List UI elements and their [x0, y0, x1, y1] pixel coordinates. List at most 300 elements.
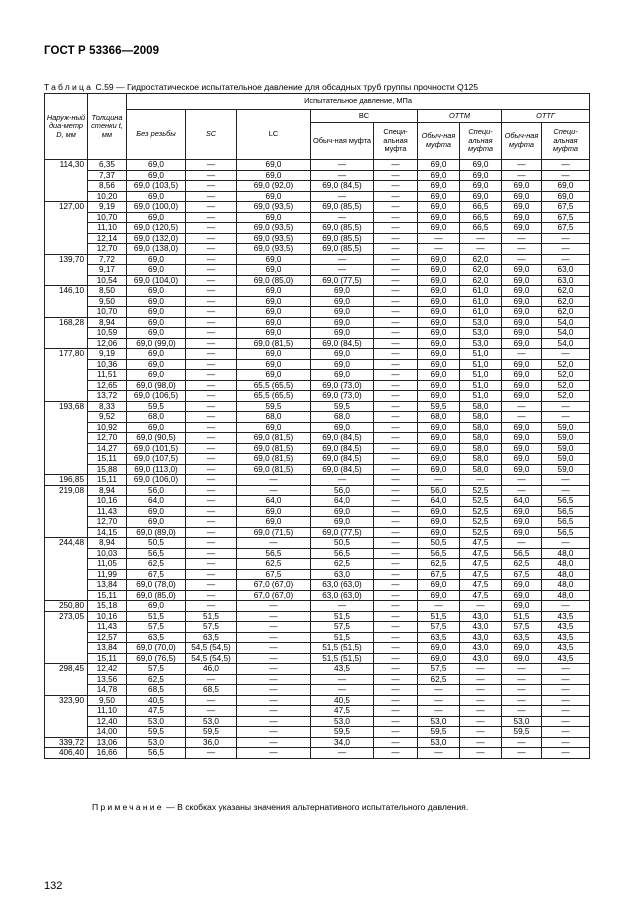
- pressure-cell: —: [502, 737, 542, 748]
- pressure-cell: 53,0: [418, 737, 460, 748]
- pressure-cell: 59,5: [502, 727, 542, 738]
- pressure-cell: 69,0: [418, 643, 460, 654]
- note-word: Примечание: [92, 802, 164, 812]
- pressure-cell: —: [237, 622, 311, 633]
- wall-cell: 15,88: [88, 464, 127, 475]
- pressure-cell: 69,0 (85,5): [311, 244, 374, 255]
- pressure-cell: 62,5: [311, 559, 374, 570]
- col-bc: BC: [311, 110, 418, 123]
- pressure-cell: 69,0: [418, 328, 460, 339]
- pressure-cell: —: [186, 454, 237, 465]
- pressure-cell: 69,0: [237, 212, 311, 223]
- pressure-cell: —: [418, 601, 460, 612]
- pressure-cell: 69,0: [311, 506, 374, 517]
- pressure-cell: —: [186, 748, 237, 759]
- pressure-cell: 58,0: [460, 422, 502, 433]
- pressure-cell: 59,5: [186, 727, 237, 738]
- wall-cell: 13,84: [88, 643, 127, 654]
- table-row: [45, 223, 590, 234]
- table-row: [45, 622, 590, 633]
- wall-cell: 13,06: [88, 737, 127, 748]
- pressure-cell: 43,0: [460, 611, 502, 622]
- diameter-cell: 114,30: [45, 160, 88, 202]
- pressure-cell: 69,0: [502, 296, 542, 307]
- pressure-cell: 54,0: [542, 338, 590, 349]
- table-row: [45, 191, 590, 202]
- pressure-cell: 52,0: [542, 391, 590, 402]
- pressure-cell: 69,0: [502, 181, 542, 192]
- pressure-cell: 69,0: [542, 181, 590, 192]
- pressure-cell: 63,0 (63,0): [311, 590, 374, 601]
- col-diameter: Наруж-ный диа-метр D, мм: [45, 94, 88, 160]
- pressure-cell: 59,5: [311, 727, 374, 738]
- pressure-cell: 51,5 (51,5): [311, 643, 374, 654]
- wall-cell: 16,66: [88, 748, 127, 759]
- caption-text: С.59 — Гидростатическое испытательное давление для обсадных труб группы прочности Q125: [95, 82, 479, 92]
- diameter-cell: 273,05: [45, 611, 88, 664]
- pressure-cell: 69,0: [418, 506, 460, 517]
- pressure-cell: 50,5: [127, 538, 186, 549]
- table-row: [45, 653, 590, 664]
- pressure-cell: 69,0: [502, 527, 542, 538]
- pressure-cell: 51,5: [186, 611, 237, 622]
- pressure-cell: 58,0: [460, 464, 502, 475]
- pressure-cell: —: [542, 233, 590, 244]
- pressure-cell: 34,0: [311, 737, 374, 748]
- pressure-cell: 47,5: [460, 569, 502, 580]
- pressure-cell: 69,0: [418, 202, 460, 213]
- pressure-cell: —: [374, 338, 418, 349]
- wall-cell: 12,06: [88, 338, 127, 349]
- pressure-cell: 51,0: [460, 380, 502, 391]
- pressure-cell: —: [542, 737, 590, 748]
- pressure-cell: 56,5: [542, 517, 590, 528]
- pressure-cell: 69,0: [418, 317, 460, 328]
- pressure-cell: 69,0 (84,5): [311, 338, 374, 349]
- pressure-cell: 69,0: [502, 653, 542, 664]
- pressure-cell: 64,0: [127, 496, 186, 507]
- pressure-cell: 69,0: [237, 370, 311, 381]
- table-row: [45, 296, 590, 307]
- pressure-cell: 69,0: [418, 433, 460, 444]
- wall-cell: 8,33: [88, 401, 127, 412]
- pressure-cell: 69,0 (71,5): [237, 527, 311, 538]
- pressure-cell: 69,0: [502, 265, 542, 276]
- wall-cell: 10,36: [88, 359, 127, 370]
- pressure-cell: 64,0: [237, 496, 311, 507]
- pressure-cell: —: [374, 653, 418, 664]
- pressure-cell: 62,5: [127, 674, 186, 685]
- pressure-cell: 69,0: [418, 380, 460, 391]
- col-ottm-special: Специ-альная муфта: [460, 123, 502, 160]
- pressure-cell: 53,0: [311, 716, 374, 727]
- pressure-cell: 69,0 (84,5): [311, 443, 374, 454]
- pressure-cell: 58,0: [460, 443, 502, 454]
- pressure-cell: 52,0: [542, 380, 590, 391]
- pressure-cell: —: [460, 727, 502, 738]
- table-row: [45, 286, 590, 297]
- wall-cell: 9,52: [88, 412, 127, 423]
- pressure-cell: 51,5: [127, 611, 186, 622]
- pressure-cell: 69,0: [127, 601, 186, 612]
- pressure-cell: 61,0: [460, 286, 502, 297]
- pressure-cell: 69,0: [502, 506, 542, 517]
- table-row: [45, 401, 590, 412]
- pressure-cell: 59,5: [418, 401, 460, 412]
- pressure-cell: 69,0: [237, 170, 311, 181]
- pressure-cell: —: [186, 538, 237, 549]
- pressure-cell: —: [186, 422, 237, 433]
- pressure-cell: —: [186, 559, 237, 570]
- pressure-cell: 65,5 (65,5): [237, 380, 311, 391]
- pressure-cell: —: [502, 244, 542, 255]
- pressure-cell: 69,0 (81,5): [237, 464, 311, 475]
- table-row: [45, 233, 590, 244]
- pressure-cell: 69,0: [460, 191, 502, 202]
- pressure-cell: —: [186, 391, 237, 402]
- pressure-cell: —: [502, 349, 542, 360]
- pressure-cell: —: [418, 748, 460, 759]
- pressure-cell: —: [237, 611, 311, 622]
- pressure-cell: 69,0 (120,5): [127, 223, 186, 234]
- pressure-cell: —: [542, 160, 590, 171]
- pressure-cell: 69,0: [418, 527, 460, 538]
- pressure-cell: 69,0: [311, 422, 374, 433]
- pressure-cell: 63,5: [127, 632, 186, 643]
- pressure-cell: 53,0: [460, 317, 502, 328]
- pressure-cell: 69,0: [311, 349, 374, 360]
- wall-cell: 8,50: [88, 286, 127, 297]
- diameter-cell: 250,80: [45, 601, 88, 612]
- table-row: [45, 464, 590, 475]
- pressure-cell: 67,0 (67,0): [237, 590, 311, 601]
- pressure-cell: 62,0: [542, 296, 590, 307]
- pressure-cell: —: [186, 160, 237, 171]
- pressure-cell: 67,5: [237, 569, 311, 580]
- pressure-cell: 58,0: [460, 401, 502, 412]
- pressure-cell: 69,0: [502, 580, 542, 591]
- pressure-cell: 69,0 (84,5): [311, 433, 374, 444]
- pressure-cell: 69,0: [418, 212, 460, 223]
- wall-cell: 9,19: [88, 349, 127, 360]
- pressure-cell: —: [374, 422, 418, 433]
- pressure-cell: 69,0: [502, 307, 542, 318]
- pressure-cell: —: [374, 265, 418, 276]
- pressure-cell: —: [542, 727, 590, 738]
- col-bc-special: Специ-альная муфта: [374, 123, 418, 160]
- diameter-cell: 177,80: [45, 349, 88, 402]
- pressure-cell: 63,0: [542, 265, 590, 276]
- table-row: [45, 475, 590, 486]
- wall-cell: 15,11: [88, 653, 127, 664]
- page-number: 132: [44, 880, 63, 892]
- pressure-cell: 47,5: [127, 706, 186, 717]
- pressure-cell: —: [374, 559, 418, 570]
- pressure-cell: 48,0: [542, 559, 590, 570]
- pressure-cell: 57,5: [186, 622, 237, 633]
- pressure-cell: 69,0: [502, 433, 542, 444]
- pressure-cell: 69,0 (84,5): [311, 181, 374, 192]
- pressure-cell: —: [374, 212, 418, 223]
- pressure-cell: 69,0: [311, 517, 374, 528]
- pressure-cell: 62,5: [237, 559, 311, 570]
- table-row: [45, 569, 590, 580]
- col-sc: SC: [186, 110, 237, 160]
- diameter-cell: 139,70: [45, 254, 88, 286]
- pressure-cell: —: [311, 160, 374, 171]
- pressure-cell: —: [186, 233, 237, 244]
- pressure-cell: 56,5: [542, 527, 590, 538]
- wall-cell: 8,94: [88, 538, 127, 549]
- pressure-cell: 62,5: [418, 674, 460, 685]
- pressure-cell: —: [374, 580, 418, 591]
- pressure-cell: —: [237, 674, 311, 685]
- pressure-cell: 68,5: [186, 685, 237, 696]
- pressure-cell: —: [311, 212, 374, 223]
- pressure-cell: 66,5: [460, 212, 502, 223]
- pressure-cell: —: [374, 706, 418, 717]
- pressure-cell: —: [237, 664, 311, 675]
- col-ottm: ОТТМ: [418, 110, 502, 123]
- pressure-cell: —: [374, 328, 418, 339]
- pressure-cell: 69,0 (101,5): [127, 443, 186, 454]
- pressure-cell: —: [542, 706, 590, 717]
- pressure-cell: 47,5: [460, 548, 502, 559]
- pressure-cell: 69,0: [418, 191, 460, 202]
- pressure-cell: 69,0: [127, 254, 186, 265]
- pressure-cell: —: [186, 370, 237, 381]
- pressure-cell: 69,0 (132,0): [127, 233, 186, 244]
- table-row: [45, 370, 590, 381]
- pressure-cell: —: [186, 695, 237, 706]
- pressure-cell: —: [502, 685, 542, 696]
- table-row: [45, 601, 590, 612]
- pressure-cell: 69,0: [418, 464, 460, 475]
- pressure-cell: —: [186, 580, 237, 591]
- pressure-cell: 64,0: [311, 496, 374, 507]
- pressure-cell: 69,0: [418, 653, 460, 664]
- pressure-cell: —: [460, 706, 502, 717]
- pressure-cell: —: [374, 443, 418, 454]
- table-row: [45, 359, 590, 370]
- pressure-cell: 43,5: [542, 653, 590, 664]
- wall-cell: 15,11: [88, 454, 127, 465]
- pressure-cell: 69,0: [311, 317, 374, 328]
- wall-cell: 9,50: [88, 695, 127, 706]
- pressure-cell: 69,0: [237, 359, 311, 370]
- pressure-cell: —: [502, 706, 542, 717]
- pressure-cell: 69,0: [127, 191, 186, 202]
- pressure-cell: 69,0: [311, 286, 374, 297]
- pressure-cell: —: [237, 601, 311, 612]
- diameter-cell: 406,40: [45, 748, 88, 759]
- pressure-cell: —: [186, 244, 237, 255]
- pressure-cell: 69,0: [311, 328, 374, 339]
- table-row: [45, 580, 590, 591]
- pressure-cell: —: [374, 160, 418, 171]
- pressure-cell: 50,5: [311, 538, 374, 549]
- pressure-cell: —: [502, 664, 542, 675]
- pressure-table: [44, 93, 590, 759]
- col-bc-regular: Обыч-ная муфта: [311, 123, 374, 160]
- table-row: [45, 706, 590, 717]
- pressure-cell: 62,0: [460, 265, 502, 276]
- pressure-cell: 69,0 (103,5): [127, 181, 186, 192]
- pressure-cell: —: [374, 695, 418, 706]
- pressure-cell: —: [542, 244, 590, 255]
- pressure-cell: 63,0 (63,0): [311, 580, 374, 591]
- pressure-cell: —: [542, 170, 590, 181]
- pressure-cell: 63,0: [542, 275, 590, 286]
- wall-cell: 9,19: [88, 202, 127, 213]
- pressure-cell: —: [186, 548, 237, 559]
- pressure-cell: 69,0 (73,0): [311, 391, 374, 402]
- pressure-cell: —: [460, 664, 502, 675]
- wall-cell: 13,84: [88, 580, 127, 591]
- pressure-cell: —: [374, 475, 418, 486]
- pressure-cell: 69,0: [418, 359, 460, 370]
- pressure-cell: —: [374, 685, 418, 696]
- pressure-cell: 53,0: [460, 328, 502, 339]
- pressure-cell: 58,0: [460, 412, 502, 423]
- pressure-cell: —: [374, 664, 418, 675]
- pressure-cell: —: [237, 475, 311, 486]
- pressure-cell: 54,0: [542, 328, 590, 339]
- pressure-cell: 47,5: [460, 538, 502, 549]
- pressure-cell: 47,5: [460, 590, 502, 601]
- diameter-cell: 298,45: [45, 664, 88, 696]
- pressure-cell: 69,0 (104,0): [127, 275, 186, 286]
- table-row: [45, 254, 590, 265]
- pressure-cell: 61,0: [460, 307, 502, 318]
- pressure-cell: —: [374, 527, 418, 538]
- pressure-cell: —: [311, 475, 374, 486]
- pressure-cell: 69,0: [460, 160, 502, 171]
- pressure-cell: 69,0 (81,5): [237, 338, 311, 349]
- pressure-cell: —: [311, 254, 374, 265]
- pressure-cell: 47,5: [311, 706, 374, 717]
- pressure-cell: 63,5: [502, 632, 542, 643]
- table-row: [45, 485, 590, 496]
- pressure-cell: —: [374, 286, 418, 297]
- pressure-cell: 53,0: [127, 716, 186, 727]
- pressure-cell: 69,0: [237, 160, 311, 171]
- pressure-cell: 69,0: [311, 296, 374, 307]
- wall-cell: 11,10: [88, 706, 127, 717]
- table-row: [45, 643, 590, 654]
- pressure-cell: 59,0: [542, 422, 590, 433]
- pressure-cell: 52,5: [460, 527, 502, 538]
- col-wall: Толщина стенки t, мм: [88, 94, 127, 160]
- pressure-cell: —: [374, 370, 418, 381]
- pressure-cell: —: [374, 716, 418, 727]
- pressure-cell: —: [237, 716, 311, 727]
- pressure-cell: 68,0: [237, 412, 311, 423]
- pressure-cell: —: [186, 380, 237, 391]
- pressure-cell: 48,0: [542, 569, 590, 580]
- pressure-cell: —: [460, 475, 502, 486]
- pressure-cell: —: [374, 412, 418, 423]
- pressure-cell: —: [186, 296, 237, 307]
- pressure-cell: 36,0: [186, 737, 237, 748]
- col-no-thread: Без резьбы: [127, 110, 186, 160]
- pressure-cell: —: [374, 464, 418, 475]
- pressure-cell: 61,0: [460, 296, 502, 307]
- pressure-cell: 69,0: [502, 202, 542, 213]
- pressure-cell: 69,0: [502, 212, 542, 223]
- pressure-cell: 68,0: [127, 412, 186, 423]
- pressure-cell: —: [542, 716, 590, 727]
- pressure-cell: —: [374, 275, 418, 286]
- col-ottm-regular: Обыч-ная муфта: [418, 123, 460, 160]
- wall-cell: 12,42: [88, 664, 127, 675]
- pressure-cell: 43,5: [542, 632, 590, 643]
- pressure-cell: —: [374, 401, 418, 412]
- pressure-cell: —: [502, 170, 542, 181]
- pressure-cell: 69,0: [237, 317, 311, 328]
- pressure-cell: —: [460, 716, 502, 727]
- pressure-cell: 69,0: [502, 391, 542, 402]
- pressure-cell: 66,5: [460, 223, 502, 234]
- pressure-cell: 43,0: [460, 643, 502, 654]
- pressure-cell: 59,5: [311, 401, 374, 412]
- pressure-cell: —: [542, 254, 590, 265]
- pressure-cell: 51,0: [460, 349, 502, 360]
- wall-cell: 12,57: [88, 632, 127, 643]
- pressure-cell: 69,0 (93,5): [237, 223, 311, 234]
- pressure-cell: 57,5: [127, 622, 186, 633]
- pressure-cell: 69,0: [418, 254, 460, 265]
- pressure-cell: 69,0: [502, 338, 542, 349]
- pressure-cell: 69,0: [418, 443, 460, 454]
- pressure-cell: —: [311, 265, 374, 276]
- table-row: [45, 727, 590, 738]
- pressure-cell: —: [186, 706, 237, 717]
- pressure-cell: 69,0 (85,0): [237, 275, 311, 286]
- pressure-cell: —: [186, 412, 237, 423]
- wall-cell: 10,54: [88, 275, 127, 286]
- pressure-cell: 69,0: [502, 454, 542, 465]
- pressure-cell: —: [311, 674, 374, 685]
- pressure-cell: —: [542, 401, 590, 412]
- pressure-cell: —: [374, 485, 418, 496]
- pressure-cell: 69,0 (77,5): [311, 275, 374, 286]
- pressure-cell: 65,5 (65,5): [237, 391, 311, 402]
- pressure-cell: —: [502, 475, 542, 486]
- table-row: [45, 548, 590, 559]
- pressure-cell: 69,0: [237, 517, 311, 528]
- wall-cell: 13,56: [88, 674, 127, 685]
- table-row: [45, 265, 590, 276]
- pressure-cell: 58,0: [460, 433, 502, 444]
- pressure-cell: 69,0 (93,5): [237, 202, 311, 213]
- pressure-cell: —: [460, 695, 502, 706]
- pressure-cell: —: [542, 538, 590, 549]
- wall-cell: 15,11: [88, 590, 127, 601]
- pressure-cell: —: [374, 454, 418, 465]
- pressure-cell: 69,0 (98,0): [127, 380, 186, 391]
- pressure-cell: —: [186, 254, 237, 265]
- pressure-cell: —: [374, 349, 418, 360]
- pressure-cell: —: [186, 338, 237, 349]
- pressure-cell: —: [186, 401, 237, 412]
- table-caption: [44, 82, 478, 92]
- pressure-cell: 67,5: [418, 569, 460, 580]
- pressure-cell: —: [418, 695, 460, 706]
- pressure-cell: 69,0: [237, 422, 311, 433]
- pressure-cell: 67,5: [127, 569, 186, 580]
- col-lc: LC: [237, 110, 311, 160]
